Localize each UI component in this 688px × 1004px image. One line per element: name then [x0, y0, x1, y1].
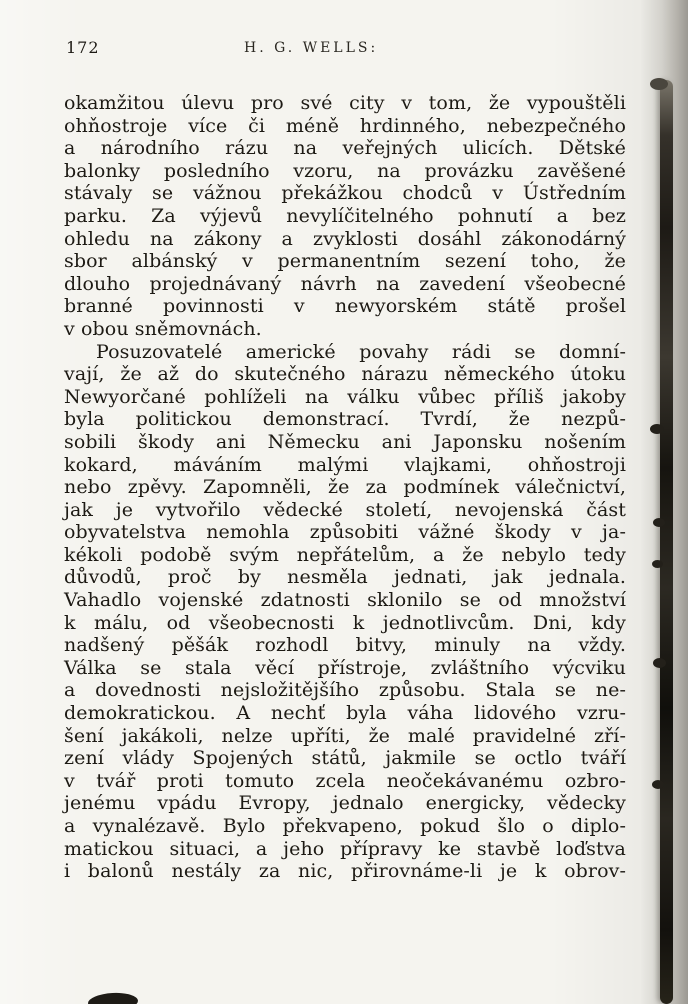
text-line: šení jakákoli, nelze upříti, že malé pravidelné zří-: [64, 724, 626, 747]
text-line: a dovednosti nejsložitějšího způsobu. Stala se ne-: [64, 679, 626, 702]
text-line: v tvář proti tomuto zcela neočekávanému ozbro-: [64, 769, 626, 792]
binding-shadow-streak: [660, 80, 673, 1004]
scan-artifact: [650, 78, 668, 90]
text-line: stávaly se vážnou překážkou chodců v Ústředním: [64, 182, 626, 205]
text-line: zení vlády Spojených států, jakmile se octlo tváří: [64, 747, 626, 770]
text-line: sobili škody ani Německu ani Japonsku nošením: [64, 430, 626, 453]
text-line: v obou sněmovnách.: [64, 317, 262, 340]
text-line: demokratickou. A nechť byla váha lidového vzru-: [64, 702, 626, 725]
text-line: ohledu na zákony a zvyklosti dosáhl zákonodárný: [64, 227, 626, 250]
text-line: balonky posledního vzoru, na provázku zavěšené: [64, 159, 626, 182]
text-line: ohňostroje více či méně hrdinného, nebezpečného: [64, 114, 626, 137]
text-line: jenému vpádu Evropy, jednalo energicky, vědecky: [64, 792, 626, 815]
scan-artifact: [652, 560, 663, 568]
text-line: obyvatelstva nemohla způsobiti vážné škody v ja-: [64, 521, 626, 544]
text-line: důvodů, proč by nesměla jednati, jak jednala.: [64, 566, 626, 589]
text-line: sbor albánský v permanentním sezení toho, že: [64, 250, 626, 273]
text-line: byla politickou demonstrací. Tvrdí, že nezpů-: [64, 408, 626, 431]
text-line: a vynalézavě. Bylo překvapeno, pokud šlo o diplo-: [64, 815, 626, 837]
text-line: dlouho projednávaný návrh na zavedení všeobecné: [64, 272, 626, 295]
text-line: jak je vytvořilo vědecké století, nevojenská část: [64, 498, 626, 521]
running-title: H. G. WELLS:: [244, 40, 379, 56]
text-line: nebo zpěvy. Zapomněli, že za podmínek válečnictví,: [64, 476, 626, 499]
text-line: branné povinnosti v newyorském státě prošel: [64, 295, 626, 318]
scan-artifact: [653, 658, 666, 668]
text-line: Newyorčané pohlíželi na válku vůbec příliš jakoby: [64, 385, 626, 408]
scan-artifact: [88, 992, 139, 1004]
scan-artifact: [650, 424, 664, 434]
scan-artifact: [652, 780, 664, 789]
page-header: [64, 36, 626, 60]
text-line: okamžitou úlevu pro své city v tom, že vypouštěli: [64, 92, 626, 114]
text-line: i balonů nestály za nic, přirovnáme-li je k obrov-: [64, 860, 626, 883]
scan-artifact: [653, 518, 665, 527]
text-line: nadšený pěšák rozhodl bitvy, minuly na vždy.: [64, 634, 626, 657]
text-line: Vahadlo vojenské zdatnosti sklonilo se od množství: [64, 589, 626, 612]
text-line: vají, že až do skutečného nárazu německého útoku: [64, 363, 626, 386]
text-line: kékoli podobě svým nepřátelům, a že nebylo tedy: [64, 543, 626, 566]
text-line: Posuzovatelé americké povahy rádi se domní-: [96, 340, 626, 363]
text-line: kokard, máváním malými vlajkami, ohňostroji: [64, 453, 626, 476]
text-line: matickou situaci, a jeho přípravy ke stavbě loďstva: [64, 837, 626, 860]
body-text: [64, 92, 626, 883]
text-line: Válka se stala věcí přístroje, zvláštního výcviku: [64, 656, 626, 679]
text-line: k málu, od všeobecnosti k jednotlivcům. Dni, kdy: [64, 611, 626, 634]
text-line: parku. Za výjevů nevylíčitelného pohnutí a bez: [64, 204, 626, 227]
page-number: 172: [66, 38, 100, 57]
text-line: a národního rázu na veřejných ulicích. Dětské: [64, 137, 626, 160]
